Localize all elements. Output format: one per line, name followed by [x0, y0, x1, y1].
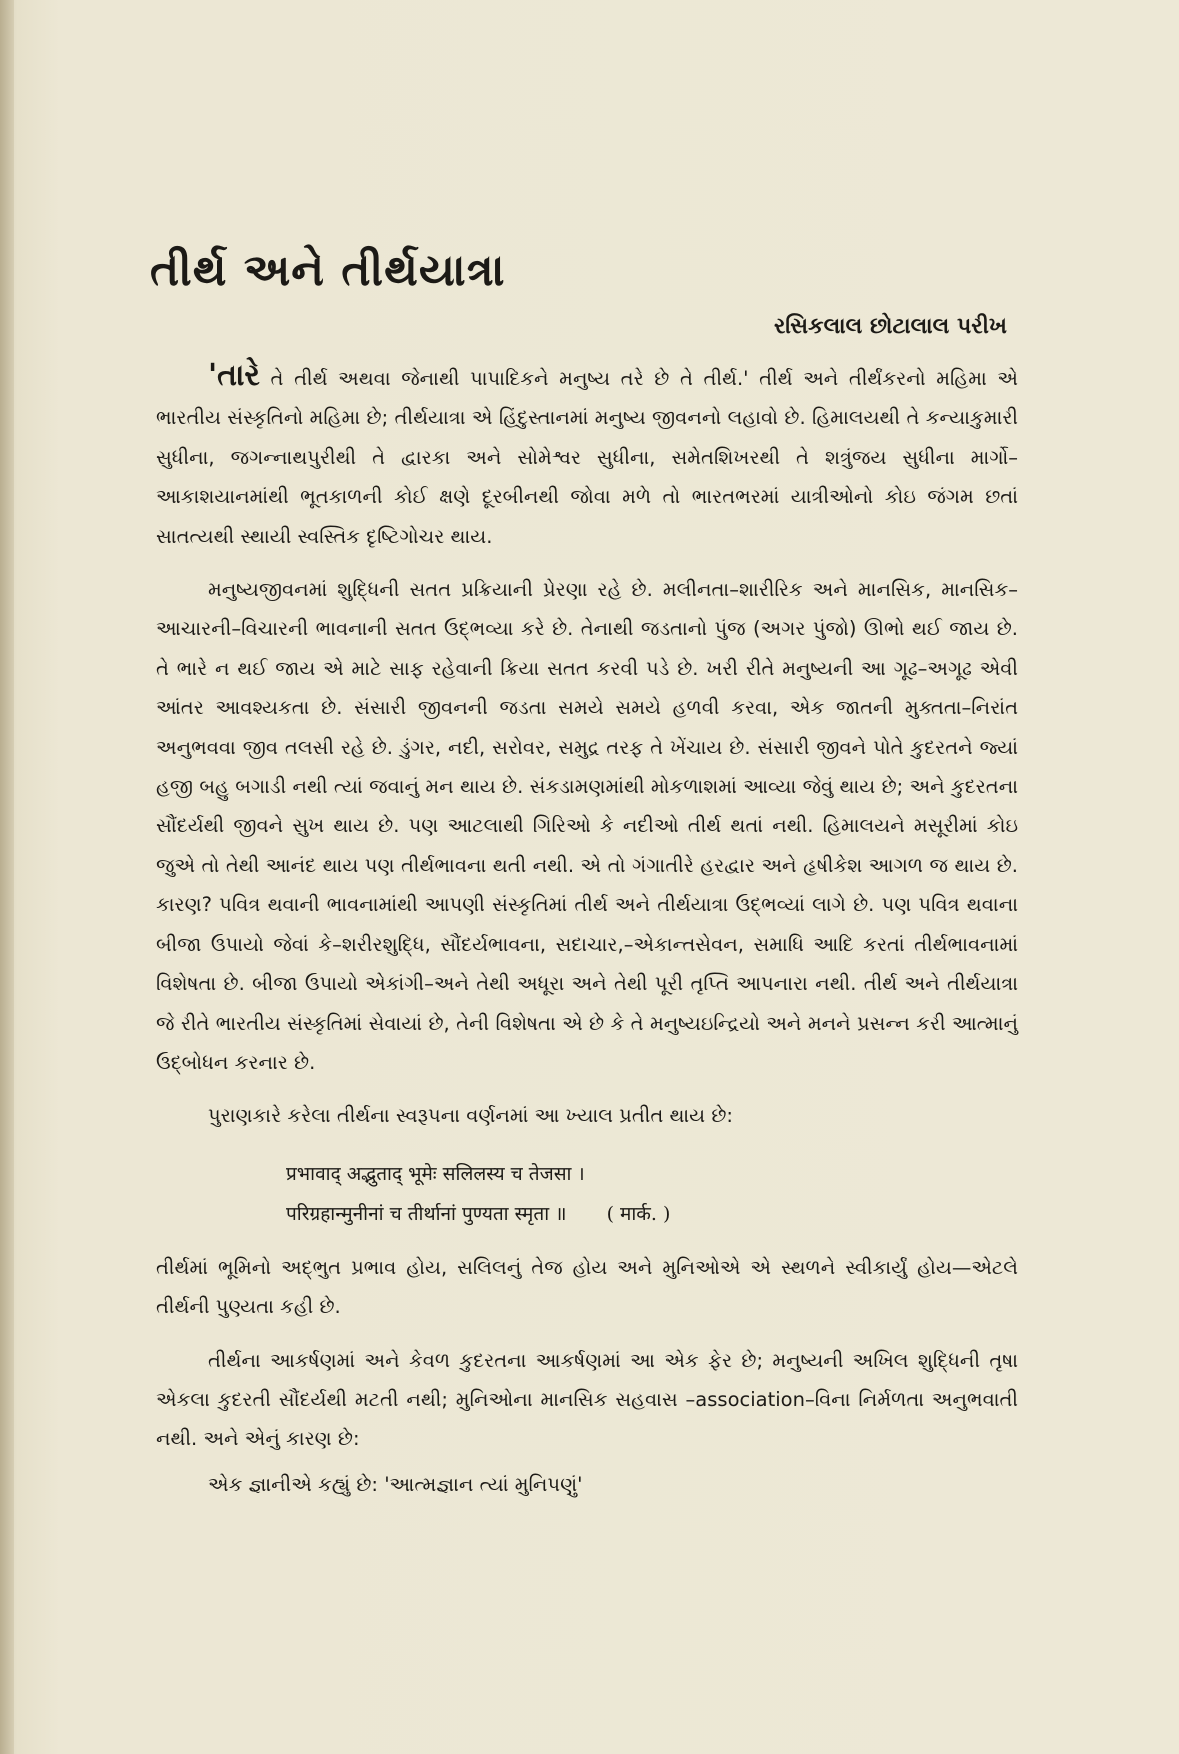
- paragraph-2: મનુષ્યજીવનમાં શુદ્ધિની સતત પ્રક્રિયાની પ્રેરણા રહે છે. મલીનતા–શારીરિક અને માનસિક, માનસિક–આચારની–વિચારની ભાવનાની સતત ઉદ્ભવ્યા કરે છે. તેનાથી જડતાનો પુંજ (અગર પુંજો) ઊભો થઈ જાય છે. તે ભારે ન થઈ જાય એ માટે સાફ રહેવાની ક્રિયા સતત કરવી પડે છે. ખરી રીતે મનુષ્યની આ ગૂઢ–અગૂઢ એવી આંતર આવશ્યકતા છે. સંસારી જીવનની જડતા સમયે સમયે હળવી કરવા, એક જાતની મુક્તતા–નિરાંત અનુભવવા જીવ તલસી રહે છે. ડુંગર, નદી, સરોવર, સમુદ્ર તરફ તે ખેંચાય છે. સંસારી જીવને પોતે કુદરતને જ્યાં હજી બહુ બગાડી નથી ત્યાં જવાનું મન થાય છે. સંકડામણમાંથી મોકળાશમાં આવ્યા જેવું થાય છે; અને કુદરતના સૌંદર્યથી જીવને સુખ થાય છે. પણ આટલાથી ગિરિઓ કે નદીઓ તીર્થ થતાં નથી. હિમાલયને મસૂરીમાં કોઇ જુએ તો તેથી આનંદ થાય પણ તીર્થભાવના થતી નથી. એ તો ગંગાતીરે હરદ્વાર અને હૃષીકેશ આગળ જ થાય છે. કારણ? પવિત્ર થવાની ભાવનામાંથી આપણી સંસ્કૃતિમાં તીર્થ અને તીર્થયાત્રા ઉદ્ભવ્યાં લાગે છે. પણ પવિત્ર થવાના બીજા ઉપાયો જેવાં કે–શરીરશુદ્ધિ, સૌંદર્યભાવના, સદાચાર,–એકાન્તસેવન, સમાધિ આદિ કરતાં તીર્થભાવનામાં વિશેષતા છે. બીજા ઉપાયો એકાંગી–અને તેથી અધૂરા અને તેથી પૂરી તૃપ્તિ આપનારા નથી. તીર્થ અને તીર્થયાત્રા જે રીતે ભારતીય સંસ્કૃતિમાં સેવાયાં છે, તેની વિશેષતા એ છે કે તે મનુષ્યઇન્દ્રિયો અને મનને પ્રસન્ન કરી આત્માનું ઉદ્બોધન કરનાર છે.: [156, 578, 1018, 1074]
- sanskrit-verse: [156, 1154, 1018, 1234]
- paragraph-1-text: તે તીર્થ અથવા જેનાથી પાપાદિકને મનુષ્ય તરે છે તે તીર્થ.' તીર્થ અને તીર્થંકરનો મહિમા એ ભારતીય સંસ્કૃતિનો મહિમા છે; તીર્થયાત્રા એ હિંદુસ્તાનમાં મનુષ્ય જીવનનો લહાવો છે. હિમાલયથી તે કન્યાકુમારી સુધીના, જગન્નાથપુરીથી તે દ્વારકા અને સોમેશ્વર સુધીના, સમેતશિખરથી તે શત્રુંજય સુધીના માર્ગો–આકાશયાનમાંથી ભૂતકાળની કોઈ ક્ષણે દૂરબીનથી જોવા મળે તો ભારતભરમાં યાત્રીઓનો કોઇ જંગમ છતાં સાતત્યથી સ્થાયી સ્વસ્તિક દૃષ્ટિગોચર થાય.: [156, 367, 1018, 548]
- verse-reference: ( मार्क. ): [606, 1202, 671, 1225]
- article-title: તીર્થ અને તીર્થયાત્રા: [150, 245, 506, 296]
- opening-word: 'તારે: [208, 358, 260, 393]
- closing-quote: એક જ્ઞાનીએ કહ્યું છે: 'આત્મજ્ઞાન ત્યાં મુનિપણું': [208, 1472, 583, 1496]
- paragraph-4: તીર્થના આકર્ષણમાં અને કેવળ કુદરતના આકર્ષણમાં આ એક ફેર છે; મનુષ્યની અખિલ શુદ્ધિની તૃષા એકલા કુદરતી સૌંદર્યથી મટતી નથી; મુનિઓના માનસિક સહવાસ –association–વિના નિર્મળતા અનુભવાતી નથી. અને એનું કારણ છે:: [156, 1348, 1018, 1451]
- article-body: [156, 356, 1018, 1504]
- verse-explanation: તીર્થમાં ભૂમિનો અદ્ભુત પ્રભાવ હોય, સલિલનું તેજ હોય અને મુનિઓએ એ સ્થળને સ્વીકાર્યું હોય—એટલે તીર્થની પુણ્યતા કહી છે.: [156, 1255, 1018, 1319]
- paragraph-3: પુરાણકારે કરેલા તીર્થના સ્વરૂપના વર્ણનમાં આ ખ્યાલ પ્રતીત થાય છે:: [208, 1104, 733, 1128]
- paragraph-1: [156, 356, 1018, 556]
- page-spine-edge: [0, 0, 14, 1754]
- verse-line-2-text: परिग्रहान्मुनीनां च तीर्थानां पुण्यता स्मृता ॥: [286, 1202, 567, 1225]
- verse-line-2: [286, 1194, 1018, 1234]
- article-author: રસિકલાલ છોટાલાલ પરીખ: [773, 314, 1007, 339]
- verse-line-1: प्रभावाद् अद्भुताद् भूमेः सलिलस्य च तेजसा ।: [286, 1162, 585, 1185]
